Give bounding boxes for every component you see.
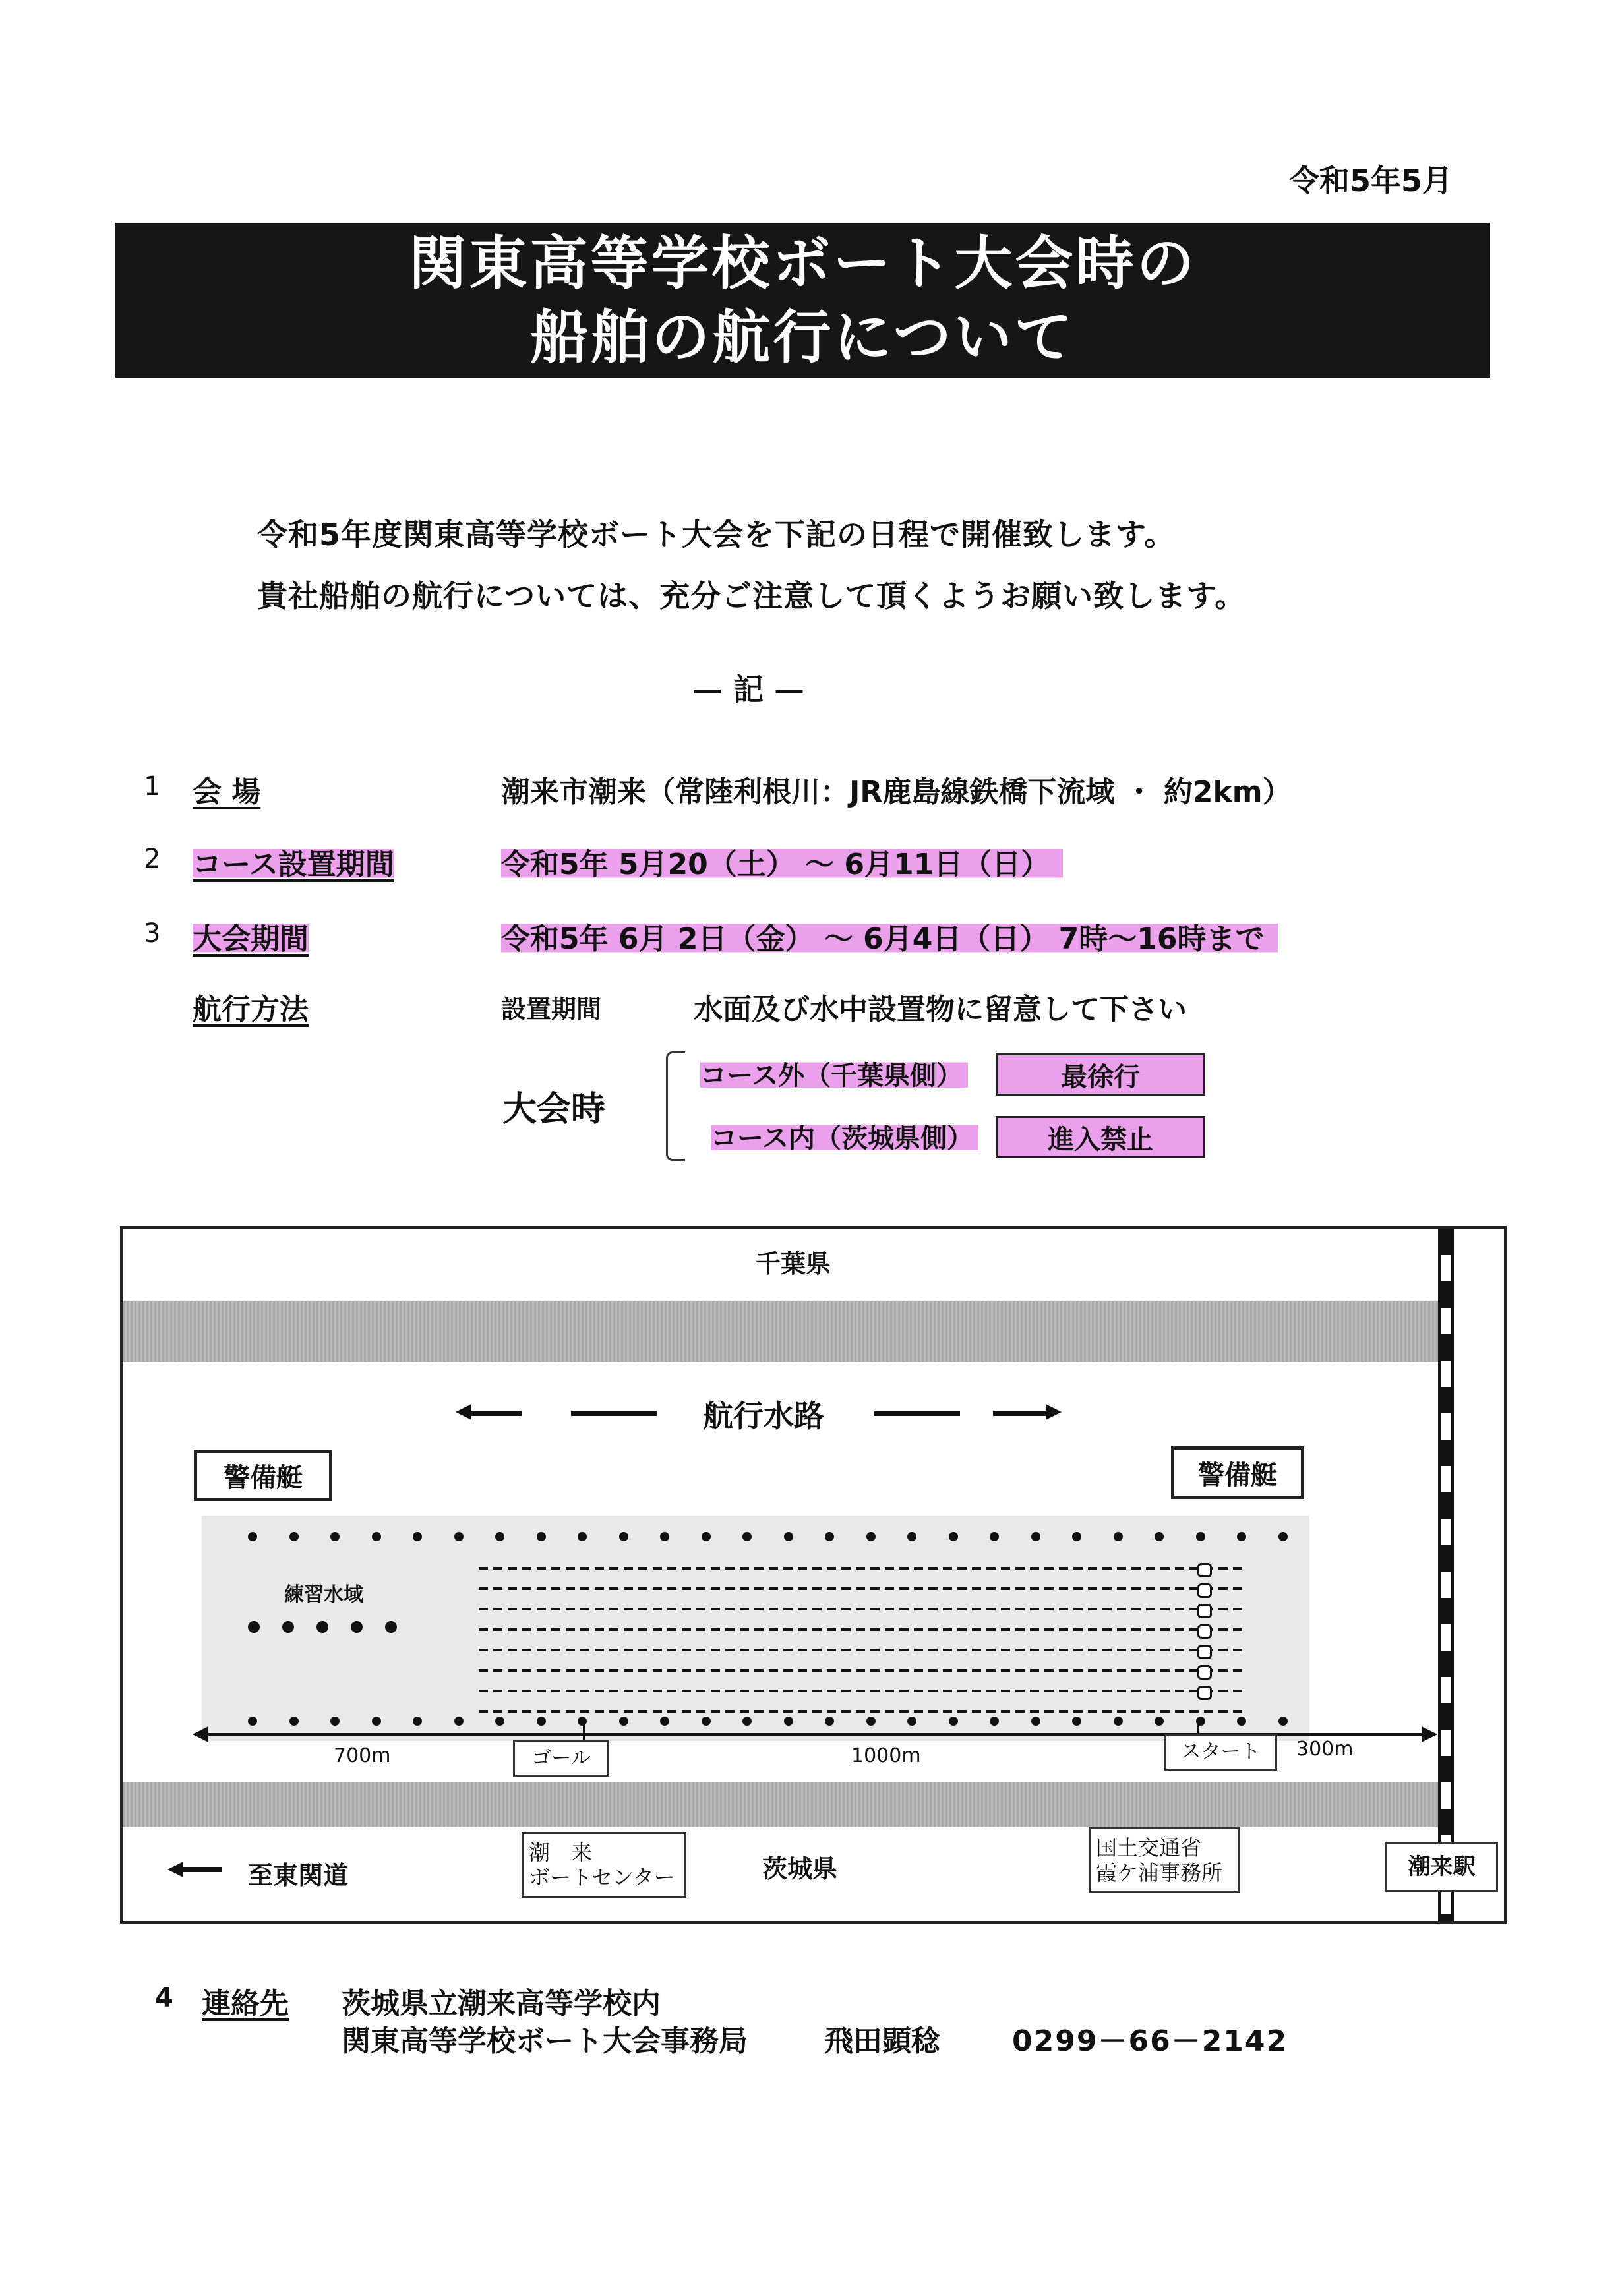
buoy (742, 1717, 752, 1726)
distance-300m: 300m (1296, 1738, 1354, 1761)
guard-boat-left: 警備艇 (194, 1450, 332, 1501)
setup-period-note: 水面及び水中設置物に留意して下さい (694, 993, 1187, 1026)
buoy (413, 1717, 422, 1726)
item-value-venue: 潮来市潮来（常陸利根川：JR鹿島線鉄橋下流域 ・ 約2km） (501, 775, 1292, 809)
buoy (742, 1532, 752, 1541)
map-label-chiba: 千葉県 (756, 1249, 831, 1278)
buoy (1031, 1532, 1040, 1541)
title-line-1: 関東高等学校ボート大会時の (408, 229, 1197, 297)
boat-center-box (522, 1832, 686, 1898)
bracket (666, 1051, 685, 1161)
buoy (702, 1532, 711, 1541)
buoy (825, 1717, 834, 1726)
item-label-event-period: 大会期間 (193, 915, 309, 957)
buoy (578, 1532, 587, 1541)
practice-area-label: 練習水域 (284, 1583, 363, 1606)
buoy (248, 1717, 257, 1726)
channel-dash (571, 1411, 657, 1416)
railway-bridge (1438, 1229, 1454, 1921)
item-number-2: 2 (144, 844, 161, 874)
buoy (1072, 1717, 1081, 1726)
buoy (1114, 1532, 1123, 1541)
buoy (454, 1717, 464, 1726)
start-pontoon (1197, 1563, 1212, 1577)
intro-line-1: 令和5年度関東高等学校ボート大会を下記の日程で開催致します。 (257, 517, 1176, 552)
contact-label: 連絡先 (202, 1987, 289, 2020)
lane-line (479, 1649, 1244, 1651)
buoy (385, 1621, 397, 1633)
item-value-setup-period: 令和5年 5月20（土） ～ 6月11日（日） (501, 840, 1063, 883)
buoy (866, 1532, 876, 1541)
buoy (330, 1717, 340, 1726)
buoy (1278, 1717, 1288, 1726)
buoy (330, 1532, 340, 1541)
setup-period-label: 設置期間 (501, 995, 602, 1024)
guard-boat-right: 警備艇 (1171, 1446, 1304, 1499)
item-number-4: 4 (155, 1983, 173, 2013)
buoy (1196, 1532, 1205, 1541)
course-map (120, 1226, 1507, 1924)
station-box: 潮来駅 (1385, 1842, 1498, 1892)
channel-dash (993, 1411, 1046, 1416)
buoy (990, 1717, 999, 1726)
buoy (1072, 1532, 1081, 1541)
buoy (282, 1621, 294, 1633)
buoy (537, 1532, 546, 1541)
buoy (495, 1532, 504, 1541)
contact-office: 関東高等学校ボート大会事務局 (342, 2024, 748, 2058)
buoy (660, 1717, 669, 1726)
ki-heading: — 記 — (692, 672, 805, 707)
lane-line (479, 1690, 1244, 1692)
lane-line (479, 1567, 1244, 1570)
contact-phone: 0299－66－2142 (1012, 2024, 1288, 2058)
buoy (660, 1532, 669, 1541)
buoy (372, 1717, 381, 1726)
start-pontoon (1197, 1583, 1212, 1598)
buoy (1155, 1532, 1164, 1541)
buoy (372, 1532, 381, 1541)
buoy (907, 1717, 916, 1726)
intro-line-2: 貴社船舶の航行については、充分ご注意して頂くようお願い致します。 (257, 578, 1246, 614)
start-pontoon (1197, 1665, 1212, 1680)
item-label-venue: 会 場 (193, 775, 261, 809)
buoy (1237, 1532, 1246, 1541)
outside-course-label: コース外（千葉県側） (700, 1055, 968, 1092)
lane-line (479, 1608, 1244, 1610)
map-label-channel: 航行水路 (703, 1398, 824, 1434)
buoy (1237, 1717, 1246, 1726)
contact-person: 飛田顕稔 (824, 2024, 940, 2058)
buoy (949, 1717, 958, 1726)
arrow-left-icon (193, 1726, 208, 1742)
title-line-2: 船舶の航行について (530, 303, 1075, 371)
buoy (784, 1532, 793, 1541)
buoy (248, 1621, 260, 1633)
item-number-3: 3 (144, 918, 161, 949)
buoy (866, 1717, 876, 1726)
document-date: 令和5年5月 (1289, 163, 1453, 198)
outside-course-rule: 最徐行 (996, 1053, 1205, 1096)
buoy (289, 1717, 299, 1726)
buoy (784, 1717, 793, 1726)
event-time-label: 大会時 (502, 1090, 606, 1129)
item-number-1: 1 (144, 771, 161, 802)
buoy (907, 1532, 916, 1541)
buoy (1155, 1717, 1164, 1726)
highway-arrow-line (182, 1867, 222, 1872)
map-label-highway: 至東関道 (248, 1861, 349, 1890)
channel-dash (469, 1411, 522, 1416)
item-label-setup-period: コース設置期間 (193, 840, 394, 883)
buoy (289, 1532, 299, 1541)
map-label-ibaraki: 茨城県 (762, 1854, 838, 1883)
item-value-event-period: 令和5年 6月 2日（金） ～ 6月4日（日） 7時～16時まで (501, 915, 1278, 957)
buoy (702, 1717, 711, 1726)
lane-line (479, 1710, 1244, 1713)
arrow-right-icon (1046, 1404, 1062, 1420)
river-bank-south (123, 1782, 1441, 1827)
lane-line (479, 1628, 1244, 1631)
buoy (1031, 1717, 1040, 1726)
buoy (454, 1532, 464, 1541)
buoy (351, 1621, 363, 1633)
buoy (619, 1532, 628, 1541)
distance-1000m: 1000m (851, 1744, 921, 1767)
buoy (1114, 1717, 1123, 1726)
river-bank-north (123, 1301, 1441, 1362)
buoy (316, 1621, 328, 1633)
buoy (990, 1532, 999, 1541)
lane-line (479, 1669, 1244, 1672)
start-pontoon (1197, 1686, 1212, 1700)
arrow-right-icon (1422, 1726, 1437, 1742)
buoy (537, 1717, 546, 1726)
course-area (202, 1516, 1309, 1741)
mlit-office-line-2: 霞ケ浦事務所 (1096, 1860, 1223, 1885)
buoy (949, 1532, 958, 1541)
navigation-label: 航行方法 (193, 993, 309, 1026)
buoy (825, 1532, 834, 1541)
lane-line (479, 1587, 1244, 1590)
mlit-office-box (1089, 1827, 1240, 1893)
buoy (1278, 1532, 1288, 1541)
buoy (413, 1532, 422, 1541)
distance-700m: 700m (334, 1744, 391, 1767)
buoy (578, 1717, 587, 1726)
channel-dash (874, 1411, 960, 1416)
inside-course-rule: 進入禁止 (996, 1116, 1205, 1158)
start-pontoon (1197, 1604, 1212, 1618)
buoy (495, 1717, 504, 1726)
inside-course-label: コース内（茨城県側） (711, 1117, 978, 1155)
arrow-left-icon (167, 1862, 183, 1877)
boat-center-line-1: 潮 来 (529, 1840, 593, 1865)
start-box: スタート (1164, 1734, 1277, 1771)
title-banner (115, 223, 1490, 378)
start-pontoon (1197, 1645, 1212, 1659)
goal-box: ゴール (513, 1740, 609, 1777)
buoy (619, 1717, 628, 1726)
buoy (248, 1532, 257, 1541)
mlit-office-line-1: 国土交通省 (1096, 1835, 1202, 1860)
contact-school: 茨城県立潮来高等学校内 (342, 1987, 661, 2020)
boat-center-line-2: ボートセンター (529, 1865, 675, 1890)
start-pontoon (1197, 1624, 1212, 1639)
